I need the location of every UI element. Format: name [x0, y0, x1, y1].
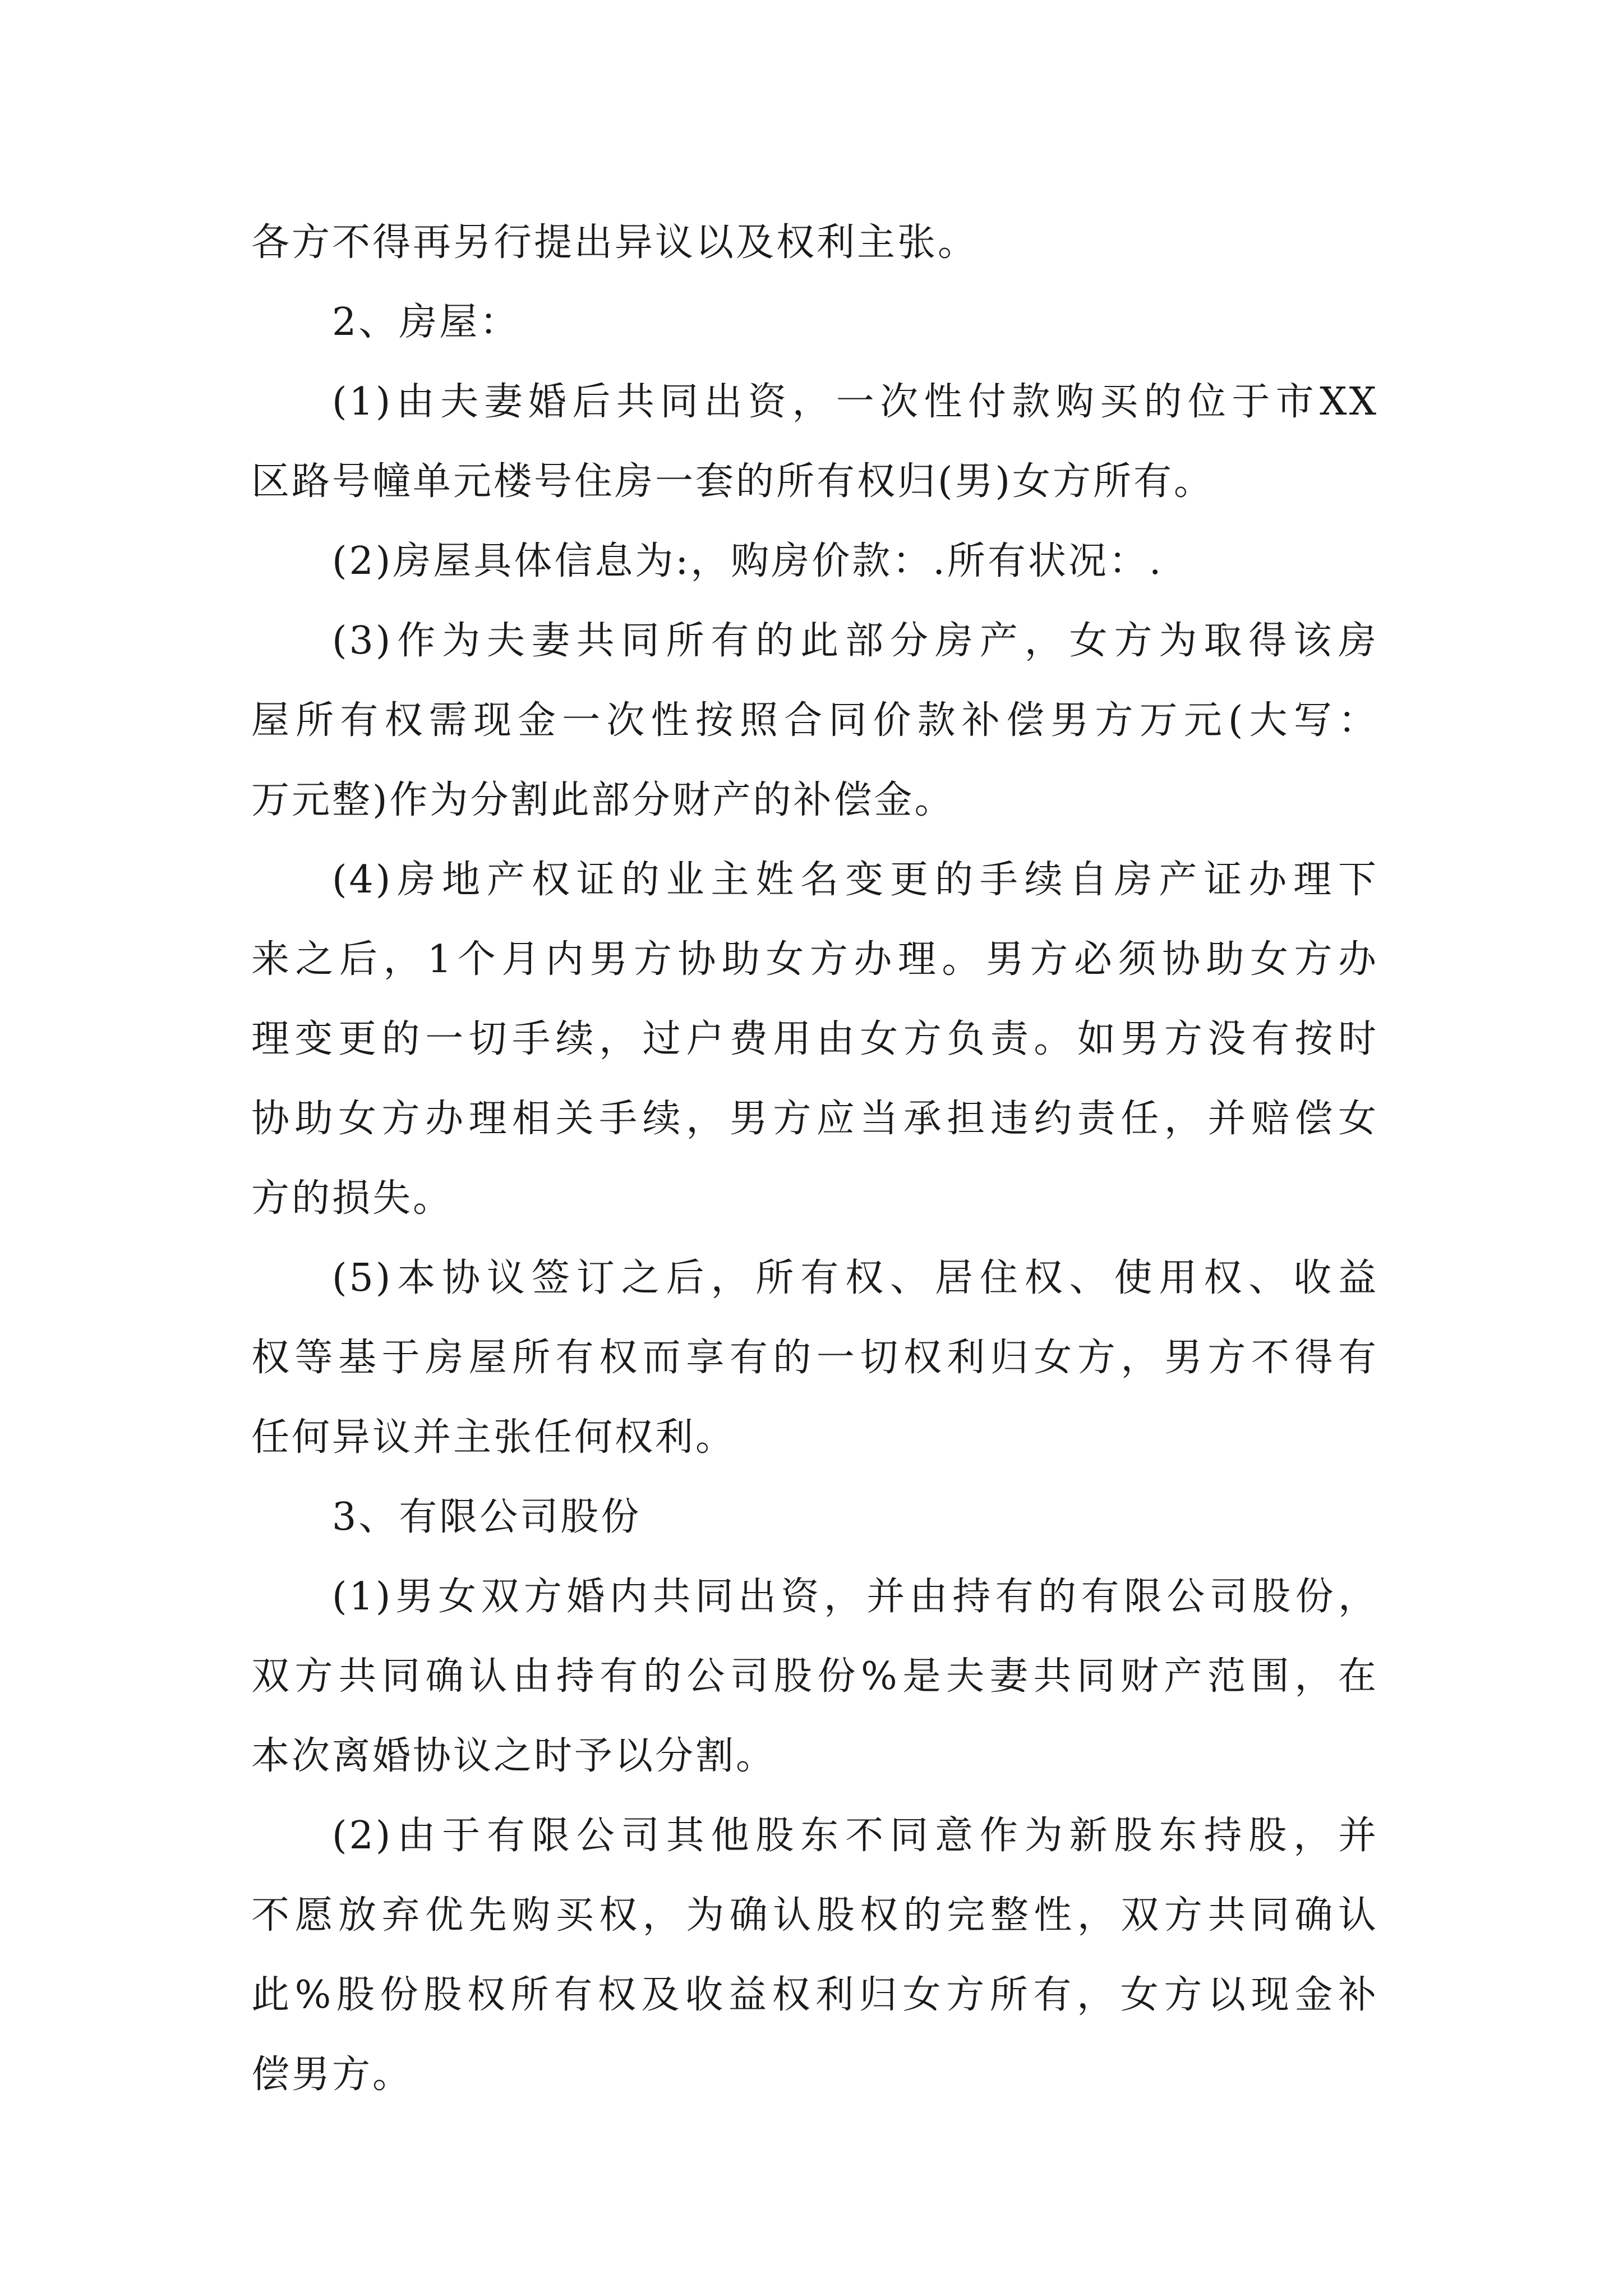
- text-line: 此%股份股权所有权及收益权利归女方所有，女方以现金补: [251, 1973, 1378, 2017]
- text-line: (5)本协议签订之后，所有权、居住权、使用权、收益: [332, 1256, 1378, 1300]
- text-line: (2)房屋具体信息为:，购房价款：.所有状况：.: [332, 539, 1164, 583]
- text-line: 本次离婚协议之时予以分割。: [251, 1734, 777, 1778]
- text-line: 方的损失。: [251, 1176, 454, 1221]
- text-line: 万元整)作为分割此部分财产的补偿金。: [251, 778, 955, 822]
- text-line: 协助女方办理相关手续，男方应当承担违约责任，并赔偿女: [251, 1097, 1378, 1141]
- text-line: 权等基于房屋所有权而享有的一切权利归女方，男方不得有: [251, 1336, 1378, 1380]
- text-line: 任何异议并主张任何权利。: [251, 1415, 736, 1460]
- text-line: 理变更的一切手续，过户费用由女方负责。如男方没有按时: [251, 1017, 1378, 1061]
- text-line: (2)由于有限公司其他股东不同意作为新股东持股，并: [332, 1814, 1378, 1858]
- text-line: 偿男方。: [251, 2053, 413, 2097]
- text-line: 各方不得再另行提出异议以及权利主张。: [251, 220, 979, 265]
- text-line: 屋所有权需现金一次性按照合同价款补偿男方万元(大写：: [251, 698, 1378, 743]
- document-body: [251, 203, 1378, 2115]
- text-line: (1)由夫妻婚后共同出资，一次性付款购买的位于市XX: [332, 380, 1378, 424]
- text-line: 来之后，1个月内男方协助女方办理。男方必须协助女方办: [251, 937, 1378, 982]
- text-line: (3)作为夫妻共同所有的此部分房产，女方为取得该房: [332, 619, 1378, 663]
- text-line: (1)男女双方婚内共同出资，并由持有的有限公司股份，: [332, 1575, 1378, 1619]
- text-line: 双方共同确认由持有的公司股份%是夫妻共同财产范围，在: [251, 1654, 1378, 1699]
- section-heading-house: 2、房屋：: [332, 300, 520, 344]
- text-line: (4)房地产权证的业主姓名变更的手续自房产证办理下: [332, 858, 1378, 902]
- text-line: 不愿放弃优先购买权，为确认股权的完整性，双方共同确认: [251, 1893, 1378, 1938]
- text-line: 区路号幢单元楼号住房一套的所有权归(男)女方所有。: [251, 459, 1215, 504]
- section-heading-shares: 3、有限公司股份: [332, 1495, 642, 1539]
